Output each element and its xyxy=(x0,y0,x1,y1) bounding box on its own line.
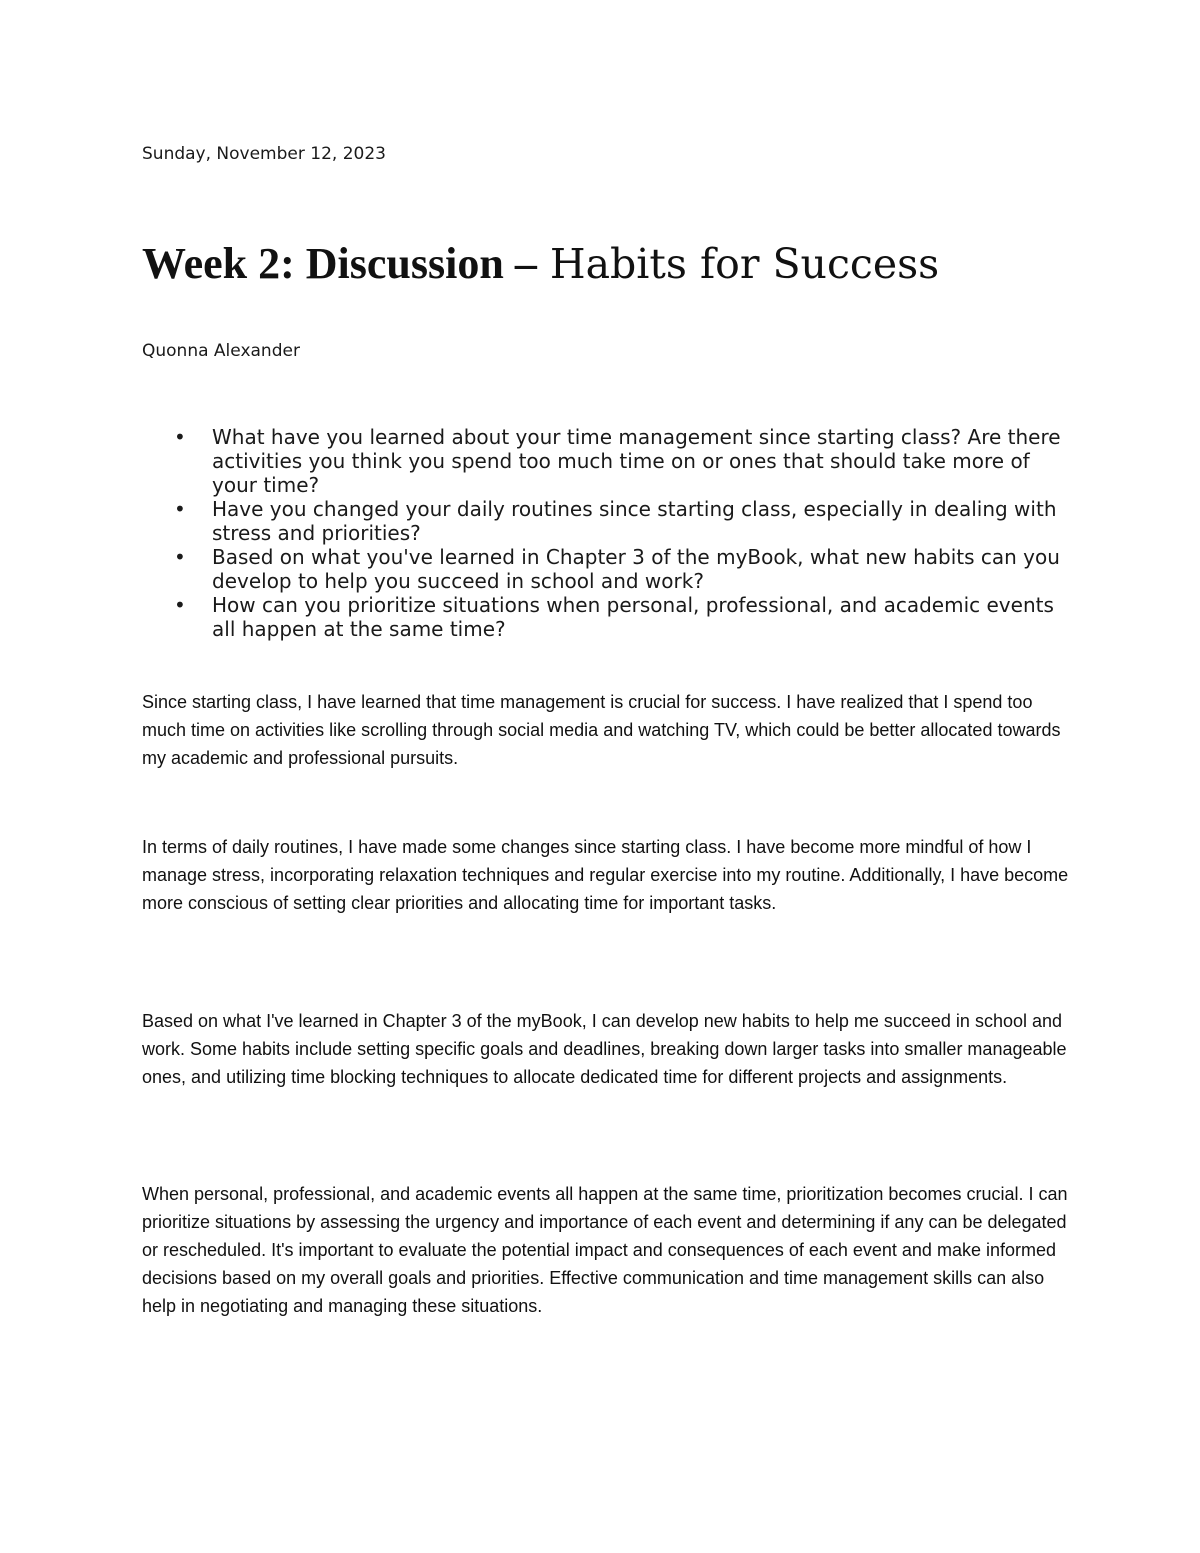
question-text: What have you learned about your time management since starting class? Are there activities you think you spend too much time on or ones that should take more of your time? xyxy=(212,425,1061,497)
question-item xyxy=(142,497,1072,545)
bullet-icon: • xyxy=(174,545,186,569)
document-title xyxy=(142,236,939,292)
question-text: Have you changed your daily routines since starting class, especially in dealing with stress and priorities? xyxy=(212,497,1057,545)
answer-paragraph-prioritization: When personal, professional, and academic events all happen at the same time, prioritization becomes crucial. I can prioritize situations by assessing the urgency and importance of each event and determining if any can be delegated or rescheduled. It's important to evaluate the potential impact and consequences of each event and make informed decisions based on my overall goals and priorities. Effective communication and time management skills can also help in negotiating and managing these situations. xyxy=(142,1184,1068,1316)
bullet-icon: • xyxy=(174,497,186,521)
bullet-icon: • xyxy=(174,593,186,617)
question-text: Based on what you've learned in Chapter 3 of the myBook, what new habits can you develop to help you succeed in school and work? xyxy=(212,545,1060,593)
discussion-questions-list xyxy=(142,425,1072,641)
document-date: Sunday, November 12, 2023 xyxy=(142,144,386,164)
question-item xyxy=(142,425,1072,497)
title-bold-part: Week 2: Discussion – xyxy=(142,239,537,288)
title-light-part: Habits for Success xyxy=(536,240,940,288)
answer-paragraph-time-management: Since starting class, I have learned that time management is crucial for success. I have realized that I spend too much time on activities like scrolling through social media and watching TV, which could be better allocated towards my academic and professional pursuits. xyxy=(142,692,1061,768)
bullet-icon: • xyxy=(174,425,186,449)
answer-paragraph-daily-routines: In terms of daily routines, I have made some changes since starting class. I have become more mindful of how I manage stress, incorporating relaxation techniques and regular exercise into my routine. Additionally, I have become more conscious of setting clear priorities and allocating time for important tasks. xyxy=(142,837,1069,913)
question-item xyxy=(142,593,1072,641)
question-text: How can you prioritize situations when personal, professional, and academic events all happen at the same time? xyxy=(212,593,1054,641)
question-item xyxy=(142,545,1072,593)
answer-paragraph-new-habits: Based on what I've learned in Chapter 3 of the myBook, I can develop new habits to help me succeed in school and work. Some habits include setting specific goals and deadlines, breaking down larger tasks into smaller manageable ones, and utilizing time blocking techniques to allocate dedicated time for different projects and assignments. xyxy=(142,1011,1067,1087)
author-name: Quonna Alexander xyxy=(142,341,300,361)
